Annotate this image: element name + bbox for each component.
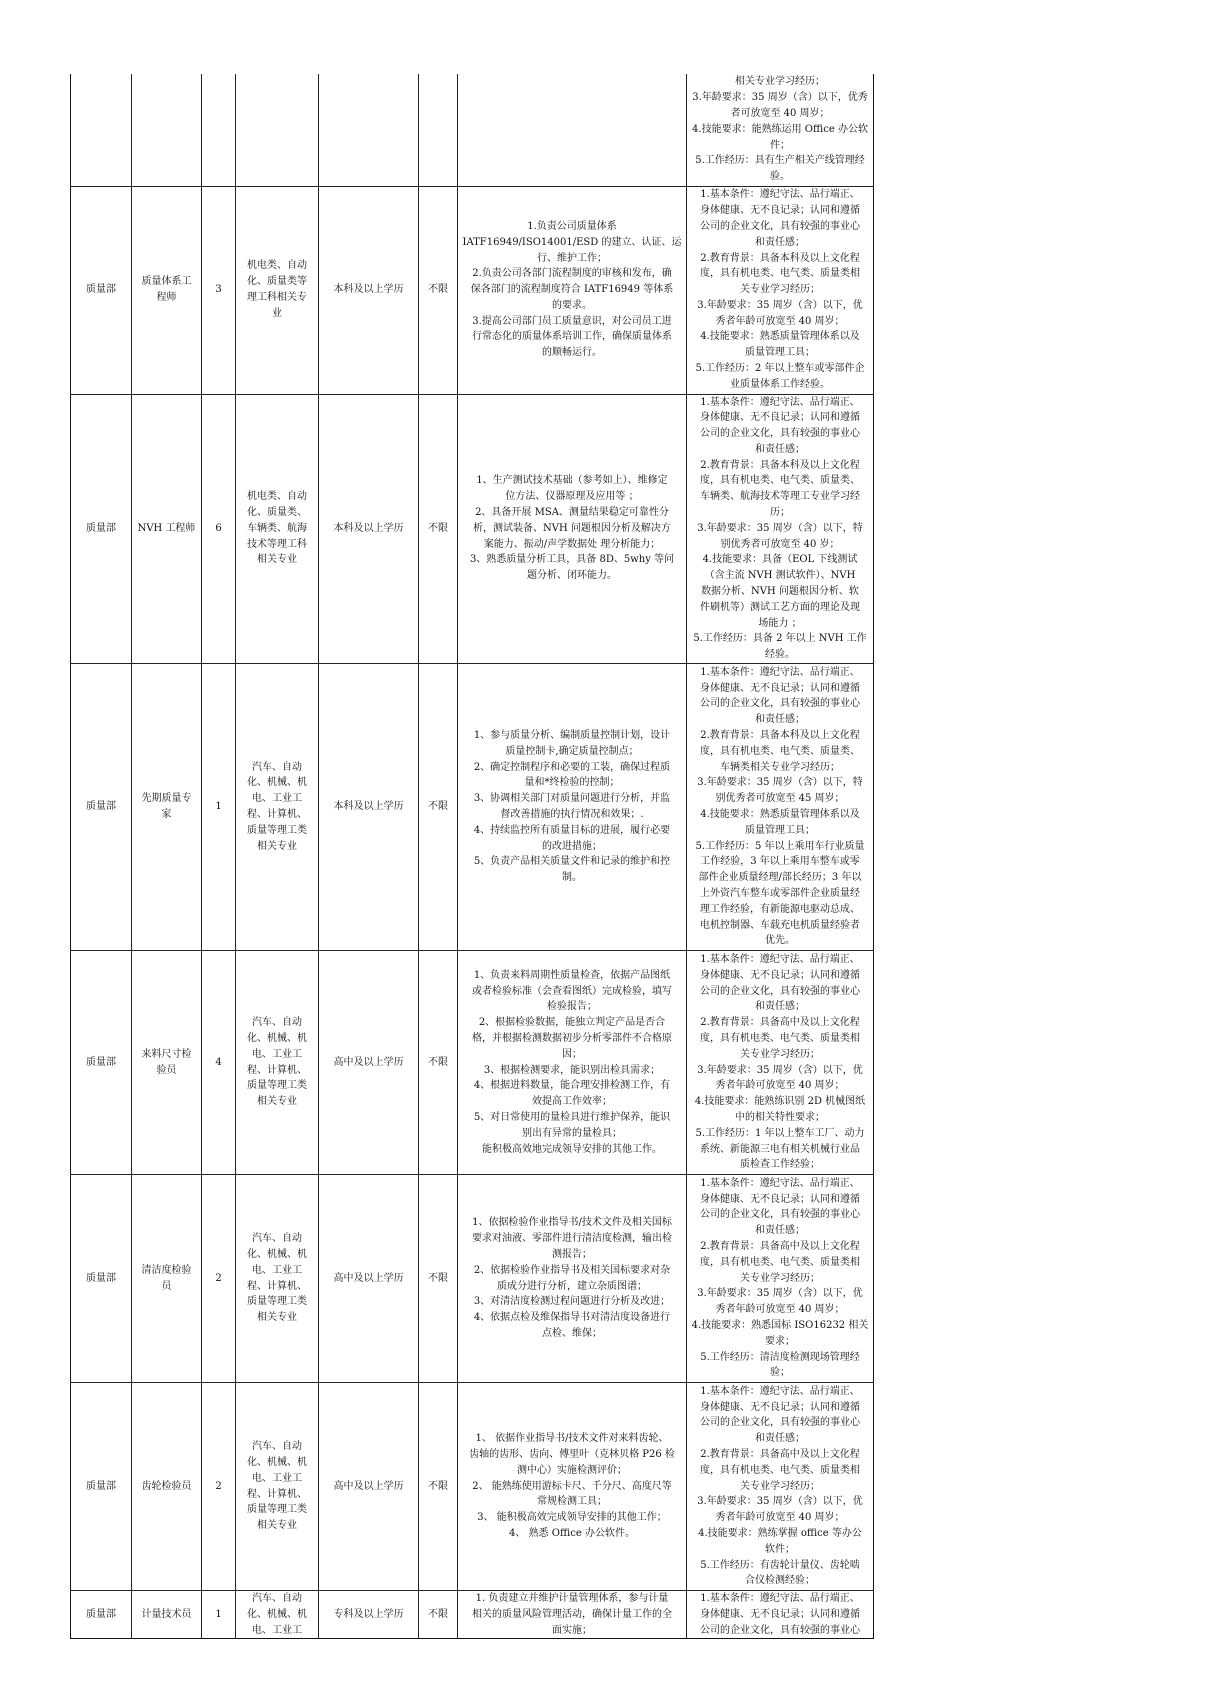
position-cell: 来料尺寸检 验员 bbox=[132, 951, 202, 1175]
count-cell: 2 bbox=[202, 1383, 236, 1591]
major-cell: 汽车、自动 化、机械、机 电、工业工 bbox=[236, 1591, 319, 1639]
major-cell: 汽车、自动 化、机械、机 电、工业工 程、计算机、 质量等理工类 相关专业 bbox=[236, 1175, 319, 1383]
requirements-cell: 1.基本条件：遵纪守法、品行端正、 身体健康、无不良记录；认同和遵循 公司的企业文化，具有较强的事业心 和责任感； 2.教育背景：具备高中及以上文化程 度，具有机电类、电气类、质量类相 关专业学习经历； 3.年龄要求：35 周岁（含）以下，优 秀者年龄可放宽至 40 周岁； 4.技能要求：熟练掌握 office 等办公 软件； 5.工作经历：有齿轮计量仪、齿轮啮 合仪检测经验； bbox=[687, 1383, 874, 1591]
duties-cell: 1、生产测试技术基础（参考如上）、维修定 位方法、仪器原理及应用等 ； 2、具备开展 MSA、测量结果稳定可靠性分 析，测试装备、NVH 问题根因分析及解决方 案能力、振动/声学数据处 理分析能力； 3、熟悉质量分析工具，具备 8D、5why 等问 题分析、闭环能力。 bbox=[458, 394, 687, 664]
recruitment-table bbox=[70, 74, 874, 1639]
requirements-cell: 1.基本条件：遵纪守法、品行端正、 身体健康、无不良记录；认同和遵循 公司的企业文化，具有较强的事业心 和责任感； 2.教育背景：具备本科及以上文化程 度，具有机电类、电气类、质量类、 车辆类、航海技术等理工专业学习经 历； 3.年龄要求：35 周岁（含）以下，特 别优秀者可放宽至 40 岁； 4.技能要求：具备（EOL 下线测试 （含主流 NVH 测试软件）、NVH 数据分析、NVH 问题根因分析、软 件刷机等）测试工艺方面的理论及现 场能力 ； 5.工作经历：具备 2 年以上 NVH 工作 经验。 bbox=[687, 394, 874, 664]
age-cell: 不限 bbox=[419, 951, 458, 1175]
duties-cell bbox=[458, 74, 687, 186]
major-cell: 机电类、自动 化、质量类等 理工科相关专 业 bbox=[236, 186, 319, 394]
count-cell: 2 bbox=[202, 1175, 236, 1383]
age-cell: 不限 bbox=[419, 664, 458, 951]
dept-cell bbox=[71, 74, 132, 186]
dept-cell: 质量部 bbox=[71, 186, 132, 394]
dept-cell: 质量部 bbox=[71, 664, 132, 951]
count-cell: 1 bbox=[202, 664, 236, 951]
education-cell: 专科及以上学历 bbox=[319, 1591, 419, 1639]
age-cell bbox=[419, 74, 458, 186]
count-cell: 1 bbox=[202, 1591, 236, 1639]
duties-cell: 1、依据检验作业指导书/技术文件及相关国标 要求对油液、零部件进行清洁度检测，输出检 测报告； 2、依据检验作业指导书及相关国标要求对杂 质成分进行分析，建立杂质图谱； 3、对清洁度检测过程问题进行分析及改进； 4、依据点检及维保指导书对清洁度设备进行 点检、维保； bbox=[458, 1175, 687, 1383]
major-cell: 汽车、自动 化、机械、机 电、工业工 程、计算机、 质量等理工类 相关专业 bbox=[236, 1383, 319, 1591]
major-cell: 汽车、自动 化、机械、机 电、工业工 程、计算机、 质量等理工类 相关专业 bbox=[236, 664, 319, 951]
table-row bbox=[71, 186, 874, 394]
age-cell: 不限 bbox=[419, 394, 458, 664]
table-row bbox=[71, 394, 874, 664]
education-cell: 本科及以上学历 bbox=[319, 394, 419, 664]
major-cell bbox=[236, 74, 319, 186]
dept-cell: 质量部 bbox=[71, 951, 132, 1175]
education-cell bbox=[319, 74, 419, 186]
education-cell: 高中及以上学历 bbox=[319, 1383, 419, 1591]
age-cell: 不限 bbox=[419, 1383, 458, 1591]
education-cell: 高中及以上学历 bbox=[319, 1175, 419, 1383]
dept-cell: 质量部 bbox=[71, 1591, 132, 1639]
table-row bbox=[71, 1591, 874, 1639]
position-cell: 先期质量专 家 bbox=[132, 664, 202, 951]
position-cell: 清洁度检验 员 bbox=[132, 1175, 202, 1383]
table-row bbox=[71, 664, 874, 951]
table-row bbox=[71, 74, 874, 186]
age-cell: 不限 bbox=[419, 1591, 458, 1639]
count-cell: 3 bbox=[202, 186, 236, 394]
table-row bbox=[71, 1383, 874, 1591]
requirements-cell: 1.基本条件：遵纪守法、品行端正、 身体健康、无不良记录；认同和遵循 公司的企业文化，具有较强的事业心 bbox=[687, 1591, 874, 1639]
requirements-cell: 1.基本条件：遵纪守法、品行端正、 身体健康、无不良记录；认同和遵循 公司的企业文化，具有较强的事业心 和责任感； 2.教育背景：具备本科及以上文化程 度，具有机电类、电气类、质量类相 关专业学习经历； 3.年龄要求：35 周岁（含）以下，优 秀者年龄可放宽至 40 周岁； 4.技能要求：熟悉质量管理体系以及 质量管理工具； 5.工作经历：2 年以上整车或零部件企 业质量体系工作经验。 bbox=[687, 186, 874, 394]
education-cell: 高中及以上学历 bbox=[319, 951, 419, 1175]
major-cell: 汽车、自动 化、机械、机 电、工业工 程、计算机、 质量等理工类 相关专业 bbox=[236, 951, 319, 1175]
duties-cell: 1、负责来料周期性质量检查，依据产品图纸 或者检验标准（会查看图纸）完成检验，填写 检验报告； 2、根据检验数据，能独立判定产品是否合 格，并根据检测数据初步分析零部件不合格原 因； 3、根据检测要求，能识别出检具需求； 4、根据进料数量，能合理安排检测工作，有 效提高工作效率； 5、对日常使用的量检具进行维护保养，能识 别出有异常的量检具； 能积极高效地完成领导安排的其他工作。 bbox=[458, 951, 687, 1175]
duties-cell: 1、 依据作业指导书/技术文件对来料齿轮、 齿轴的齿形、齿向、傅里叶（克林贝格 P26 检 测中心）实施检测评价； 2、 能熟练使用游标卡尺、千分尺、高度尺等 常规检测工具； 3、 能积极高效完成领导安排的其他工作； 4、 熟悉 Office 办公软件。 bbox=[458, 1383, 687, 1591]
table-row bbox=[71, 951, 874, 1175]
duties-cell: 1.负责公司质量体系 IATF16949/ISO14001/ESD 的建立、认证、运 行、维护工作； 2.负责公司各部门流程制度的审核和发布，确 保各部门的流程制度符合 IATF16949 等体系 的要求。 3.提高公司部门员工质量意识，对公司员工进 行常态化的质量体系培训工作，确保质量体系 的顺畅运行。 bbox=[458, 186, 687, 394]
position-cell bbox=[132, 74, 202, 186]
dept-cell: 质量部 bbox=[71, 1175, 132, 1383]
count-cell: 6 bbox=[202, 394, 236, 664]
position-cell: 质量体系工 程师 bbox=[132, 186, 202, 394]
requirements-cell: 相关专业学习经历； 3.年龄要求：35 周岁（含）以下，优秀者可放宽至 40 周岁； 4.技能要求：能熟练运用 Office 办公软件； 5.工作经历：具有生产相关产线管理经验。 bbox=[687, 74, 874, 186]
dept-cell: 质量部 bbox=[71, 394, 132, 664]
age-cell: 不限 bbox=[419, 186, 458, 394]
education-cell: 本科及以上学历 bbox=[319, 186, 419, 394]
age-cell: 不限 bbox=[419, 1175, 458, 1383]
position-cell: 齿轮检验员 bbox=[132, 1383, 202, 1591]
duties-cell: 1、参与质量分析、编制质量控制计划，设计 质量控制卡,确定质量控制点； 2、确定控制程序和必要的工装，确保过程质 量和*终检验的控制； 3、协调相关部门对质量问题进行分析，并监 督改善措施的执行情况和效果；. 4、持续监控所有质量目标的进展，履行必要 的改进措施； 5、负责产品相关质量文件和记录的维护和控 制。 bbox=[458, 664, 687, 951]
duties-cell: 1. 负责建立并维护计量管理体系，参与计量 相关的质量风险管理活动，确保计量工作的全 面实施； bbox=[458, 1591, 687, 1639]
table-row bbox=[71, 1175, 874, 1383]
position-cell: NVH 工程师 bbox=[132, 394, 202, 664]
education-cell: 本科及以上学历 bbox=[319, 664, 419, 951]
requirements-cell: 1.基本条件：遵纪守法、品行端正、 身体健康、无不良记录；认同和遵循 公司的企业文化，具有较强的事业心 和责任感； 2.教育背景：具备高中及以上文化程 度，具有机电类、电气类、质量类相 关专业学习经历； 3.年龄要求：35 周岁（含）以下，优 秀者年龄可放宽至 40 周岁； 4.技能要求：熟悉国标 ISO16232 相关 要求； 5.工作经历：清洁度检测现场管理经 验； bbox=[687, 1175, 874, 1383]
major-cell: 机电类、自动 化、质量类、 车辆类、航海 技术等理工科 相关专业 bbox=[236, 394, 319, 664]
count-cell: 4 bbox=[202, 951, 236, 1175]
requirements-cell: 1.基本条件：遵纪守法、品行端正、 身体健康、无不良记录；认同和遵循 公司的企业文化，具有较强的事业心 和责任感； 2.教育背景：具备高中及以上文化程 度，具有机电类、电气类、质量类相 关专业学习经历； 3.年龄要求：35 周岁（含）以下，优 秀者年龄可放宽至 40 周岁； 4.技能要求：能熟练识别 2D 机械图纸 中的相关特性要求； 5.工作经历：1 年以上整车工厂、动力 系统、新能源三电有相关机械行业品 质检查工作经验； bbox=[687, 951, 874, 1175]
position-cell: 计量技术员 bbox=[132, 1591, 202, 1639]
count-cell bbox=[202, 74, 236, 186]
dept-cell: 质量部 bbox=[71, 1383, 132, 1591]
requirements-cell: 1.基本条件：遵纪守法、品行端正、 身体健康、无不良记录；认同和遵循 公司的企业文化，具有较强的事业心 和责任感； 2.教育背景：具备本科及以上文化程 度，具有机电类、电气类、质量类、 车辆类相关专业学习经历； 3.年龄要求：35 周岁（含）以下，特 别优秀者可放宽至 45 周岁； 4.技能要求：熟悉质量管理体系以及 质量管理工具； 5.工作经历：5 年以上乘用车行业质量 工作经验，3 年以上乘用车整车或零 部件企业质量经理/部长经历；3 年以 上外资汽车整车或零部件企业质量经 理工作经验，有新能源电驱动总成、 电机控制器、车载充电机质量经验者 优先。 bbox=[687, 664, 874, 951]
